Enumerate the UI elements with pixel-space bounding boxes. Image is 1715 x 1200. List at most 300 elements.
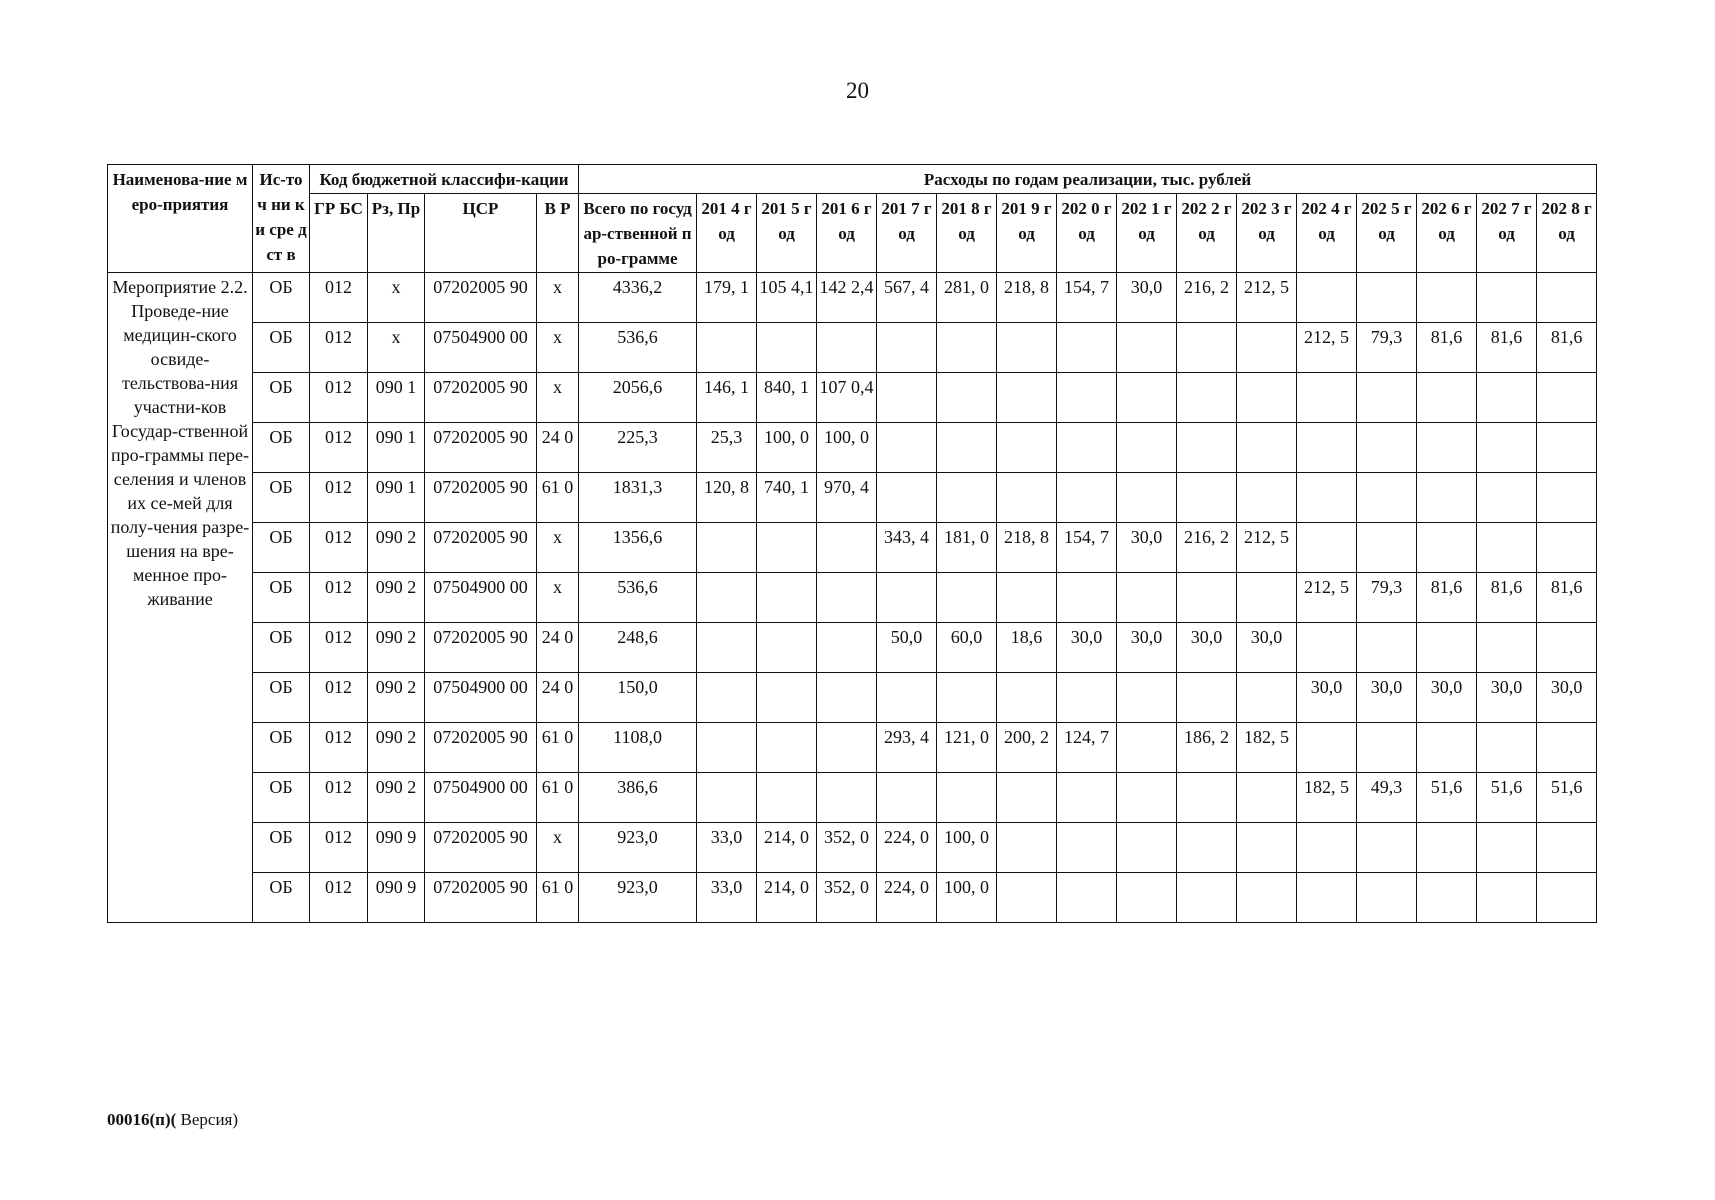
year-value-cell: 181, 0 bbox=[937, 523, 997, 573]
year-value-cell bbox=[1297, 823, 1357, 873]
csr-cell: 07202005 90 bbox=[425, 273, 537, 323]
year-value-cell: 18,6 bbox=[997, 623, 1057, 673]
header-grbs: ГР БС bbox=[310, 194, 368, 273]
year-value-cell: 352, 0 bbox=[817, 873, 877, 923]
grbs-cell: 012 bbox=[310, 823, 368, 873]
table-row bbox=[108, 823, 1597, 873]
grbs-cell: 012 bbox=[310, 573, 368, 623]
header-year: 202 0 год bbox=[1057, 194, 1117, 273]
source-cell: ОБ bbox=[253, 373, 310, 423]
header-year: 201 7 год bbox=[877, 194, 937, 273]
year-value-cell bbox=[877, 773, 937, 823]
header-year: 202 7 год bbox=[1477, 194, 1537, 273]
year-value-cell bbox=[997, 873, 1057, 923]
year-value-cell: 30,0 bbox=[1477, 673, 1537, 723]
year-value-cell: 30,0 bbox=[1297, 673, 1357, 723]
year-value-cell bbox=[1117, 723, 1177, 773]
year-value-cell bbox=[1477, 723, 1537, 773]
year-value-cell: 107 0,4 bbox=[817, 373, 877, 423]
year-value-cell: 51,6 bbox=[1477, 773, 1537, 823]
budget-table bbox=[107, 164, 1597, 923]
year-value-cell bbox=[1057, 373, 1117, 423]
vr-cell: 61 0 bbox=[537, 773, 579, 823]
year-value-cell: 25,3 bbox=[697, 423, 757, 473]
year-value-cell bbox=[997, 573, 1057, 623]
year-value-cell bbox=[937, 323, 997, 373]
year-value-cell bbox=[1057, 673, 1117, 723]
header-row-1 bbox=[108, 165, 1597, 194]
year-value-cell bbox=[1477, 873, 1537, 923]
header-csr: ЦСР bbox=[425, 194, 537, 273]
year-value-cell bbox=[1237, 423, 1297, 473]
year-value-cell bbox=[757, 573, 817, 623]
table-row bbox=[108, 723, 1597, 773]
year-value-cell: 352, 0 bbox=[817, 823, 877, 873]
csr-cell: 07202005 90 bbox=[425, 423, 537, 473]
year-value-cell: 81,6 bbox=[1537, 323, 1597, 373]
year-value-cell bbox=[697, 323, 757, 373]
year-value-cell bbox=[817, 523, 877, 573]
year-value-cell: 179, 1 bbox=[697, 273, 757, 323]
year-value-cell: 79,3 bbox=[1357, 323, 1417, 373]
total-cell: 386,6 bbox=[579, 773, 697, 823]
csr-cell: 07202005 90 bbox=[425, 473, 537, 523]
source-cell: ОБ bbox=[253, 773, 310, 823]
table-row bbox=[108, 273, 1597, 323]
year-value-cell bbox=[937, 473, 997, 523]
year-value-cell bbox=[1057, 573, 1117, 623]
header-vr: В Р bbox=[537, 194, 579, 273]
year-value-cell: 212, 5 bbox=[1237, 523, 1297, 573]
year-value-cell bbox=[757, 523, 817, 573]
budget-table-body bbox=[108, 273, 1597, 923]
year-value-cell bbox=[1237, 673, 1297, 723]
year-value-cell: 60,0 bbox=[937, 623, 997, 673]
year-value-cell: 212, 5 bbox=[1237, 273, 1297, 323]
header-year: 202 6 год bbox=[1417, 194, 1477, 273]
year-value-cell bbox=[1117, 573, 1177, 623]
year-value-cell bbox=[817, 623, 877, 673]
csr-cell: 07504900 00 bbox=[425, 773, 537, 823]
grbs-cell: 012 bbox=[310, 323, 368, 373]
year-value-cell: 30,0 bbox=[1117, 623, 1177, 673]
year-value-cell bbox=[1177, 773, 1237, 823]
year-value-cell bbox=[1417, 273, 1477, 323]
year-value-cell bbox=[1237, 373, 1297, 423]
year-value-cell bbox=[1057, 323, 1117, 373]
year-value-cell: 30,0 bbox=[1357, 673, 1417, 723]
year-value-cell: 30,0 bbox=[1117, 523, 1177, 573]
year-value-cell: 100, 0 bbox=[937, 873, 997, 923]
year-value-cell: 182, 5 bbox=[1297, 773, 1357, 823]
footer-code: 00016(п)( bbox=[107, 1110, 177, 1129]
year-value-cell bbox=[1357, 473, 1417, 523]
year-value-cell: 51,6 bbox=[1537, 773, 1597, 823]
year-value-cell: 740, 1 bbox=[757, 473, 817, 523]
year-value-cell bbox=[1237, 823, 1297, 873]
rzpr-cell: х bbox=[368, 273, 425, 323]
header-year: 202 5 год bbox=[1357, 194, 1417, 273]
year-value-cell bbox=[1237, 473, 1297, 523]
year-value-cell bbox=[697, 773, 757, 823]
source-cell: ОБ bbox=[253, 473, 310, 523]
year-value-cell bbox=[937, 373, 997, 423]
year-value-cell bbox=[1357, 823, 1417, 873]
header-year: 201 6 год bbox=[817, 194, 877, 273]
header-year: 202 2 год bbox=[1177, 194, 1237, 273]
csr-cell: 07202005 90 bbox=[425, 523, 537, 573]
source-cell: ОБ bbox=[253, 573, 310, 623]
year-value-cell: 100, 0 bbox=[817, 423, 877, 473]
year-value-cell bbox=[877, 373, 937, 423]
year-value-cell: 100, 0 bbox=[757, 423, 817, 473]
year-value-cell: 81,6 bbox=[1417, 323, 1477, 373]
year-value-cell bbox=[997, 673, 1057, 723]
year-value-cell: 567, 4 bbox=[877, 273, 937, 323]
grbs-cell: 012 bbox=[310, 373, 368, 423]
year-value-cell: 30,0 bbox=[1117, 273, 1177, 323]
csr-cell: 07202005 90 bbox=[425, 373, 537, 423]
grbs-cell: 012 bbox=[310, 723, 368, 773]
vr-cell: 61 0 bbox=[537, 723, 579, 773]
year-value-cell: 212, 5 bbox=[1297, 573, 1357, 623]
year-value-cell bbox=[1537, 873, 1597, 923]
total-cell: 150,0 bbox=[579, 673, 697, 723]
rzpr-cell: 090 1 bbox=[368, 473, 425, 523]
year-value-cell bbox=[1477, 623, 1537, 673]
year-value-cell bbox=[1057, 773, 1117, 823]
source-cell: ОБ bbox=[253, 873, 310, 923]
year-value-cell bbox=[1297, 523, 1357, 573]
year-value-cell: 81,6 bbox=[1477, 573, 1537, 623]
year-value-cell bbox=[1417, 623, 1477, 673]
table-row bbox=[108, 573, 1597, 623]
grbs-cell: 012 bbox=[310, 473, 368, 523]
year-value-cell bbox=[817, 573, 877, 623]
year-value-cell bbox=[1417, 823, 1477, 873]
year-value-cell bbox=[697, 623, 757, 673]
year-value-cell bbox=[1117, 473, 1177, 523]
year-value-cell: 146, 1 bbox=[697, 373, 757, 423]
rzpr-cell: х bbox=[368, 323, 425, 373]
year-value-cell bbox=[1177, 473, 1237, 523]
year-value-cell bbox=[1057, 823, 1117, 873]
year-value-cell bbox=[1357, 523, 1417, 573]
year-value-cell bbox=[1117, 323, 1177, 373]
year-value-cell bbox=[1417, 423, 1477, 473]
grbs-cell: 012 bbox=[310, 623, 368, 673]
year-value-cell bbox=[1297, 373, 1357, 423]
year-value-cell: 105 4,1 bbox=[757, 273, 817, 323]
table-row bbox=[108, 423, 1597, 473]
rzpr-cell: 090 1 bbox=[368, 373, 425, 423]
year-value-cell bbox=[1477, 373, 1537, 423]
year-value-cell bbox=[817, 773, 877, 823]
year-value-cell bbox=[997, 423, 1057, 473]
year-value-cell bbox=[1537, 473, 1597, 523]
year-value-cell bbox=[1177, 373, 1237, 423]
source-cell: ОБ bbox=[253, 823, 310, 873]
year-value-cell: 218, 8 bbox=[997, 523, 1057, 573]
year-value-cell: 120, 8 bbox=[697, 473, 757, 523]
year-value-cell bbox=[1357, 873, 1417, 923]
total-cell: 1356,6 bbox=[579, 523, 697, 573]
year-value-cell: 30,0 bbox=[1237, 623, 1297, 673]
vr-cell: 61 0 bbox=[537, 473, 579, 523]
year-value-cell bbox=[817, 673, 877, 723]
year-value-cell bbox=[1537, 823, 1597, 873]
total-cell: 1831,3 bbox=[579, 473, 697, 523]
year-value-cell bbox=[1297, 623, 1357, 673]
year-value-cell bbox=[1117, 423, 1177, 473]
total-cell: 4336,2 bbox=[579, 273, 697, 323]
header-year: 202 4 год bbox=[1297, 194, 1357, 273]
vr-cell: 24 0 bbox=[537, 423, 579, 473]
year-value-cell bbox=[877, 473, 937, 523]
year-value-cell bbox=[1357, 373, 1417, 423]
table-row bbox=[108, 473, 1597, 523]
year-value-cell bbox=[1297, 273, 1357, 323]
header-year: 201 9 год bbox=[997, 194, 1057, 273]
table-row bbox=[108, 873, 1597, 923]
year-value-cell bbox=[1177, 823, 1237, 873]
year-value-cell bbox=[757, 773, 817, 823]
source-cell: ОБ bbox=[253, 423, 310, 473]
activity-name-cell: Мероприятие 2.2. Проведе-ние медицин-ского освиде-тельствова-ния участни-ков Государ-ственной про-граммы пере-селения и членов их се-мей для полу-чения разре-шения на вре-менное про-живание bbox=[108, 273, 253, 923]
year-value-cell: 343, 4 bbox=[877, 523, 937, 573]
year-value-cell bbox=[997, 373, 1057, 423]
footer-version: Версия) bbox=[176, 1110, 239, 1129]
year-value-cell: 293, 4 bbox=[877, 723, 937, 773]
header-year: 202 8 год bbox=[1537, 194, 1597, 273]
grbs-cell: 012 bbox=[310, 773, 368, 823]
year-value-cell: 51,6 bbox=[1417, 773, 1477, 823]
year-value-cell bbox=[1237, 773, 1297, 823]
year-value-cell bbox=[877, 423, 937, 473]
year-value-cell bbox=[1477, 423, 1537, 473]
year-value-cell: 224, 0 bbox=[877, 873, 937, 923]
year-value-cell bbox=[1297, 423, 1357, 473]
year-value-cell bbox=[1117, 823, 1177, 873]
grbs-cell: 012 bbox=[310, 873, 368, 923]
year-value-cell: 970, 4 bbox=[817, 473, 877, 523]
page-number: 20 bbox=[846, 78, 869, 103]
year-value-cell bbox=[1117, 673, 1177, 723]
year-value-cell bbox=[697, 723, 757, 773]
year-value-cell bbox=[1297, 473, 1357, 523]
header-activity-name: Наименова-ние меро-приятия bbox=[108, 165, 253, 273]
header-row-2 bbox=[108, 194, 1597, 273]
grbs-cell: 012 bbox=[310, 423, 368, 473]
year-value-cell: 33,0 bbox=[697, 873, 757, 923]
year-value-cell: 154, 7 bbox=[1057, 523, 1117, 573]
table-row bbox=[108, 373, 1597, 423]
year-value-cell: 214, 0 bbox=[757, 823, 817, 873]
year-value-cell bbox=[1417, 473, 1477, 523]
year-value-cell: 142 2,4 bbox=[817, 273, 877, 323]
csr-cell: 07202005 90 bbox=[425, 873, 537, 923]
year-value-cell bbox=[1537, 523, 1597, 573]
total-cell: 923,0 bbox=[579, 823, 697, 873]
year-value-cell bbox=[757, 323, 817, 373]
header-year: 201 8 год bbox=[937, 194, 997, 273]
rzpr-cell: 090 2 bbox=[368, 773, 425, 823]
csr-cell: 07202005 90 bbox=[425, 823, 537, 873]
rzpr-cell: 090 2 bbox=[368, 723, 425, 773]
year-value-cell bbox=[697, 673, 757, 723]
header-source: Ис-точ ни ки сре дст в bbox=[253, 165, 310, 273]
header-budget-code: Код бюджетной классифи-кации bbox=[310, 165, 579, 194]
year-value-cell bbox=[1417, 523, 1477, 573]
table-row bbox=[108, 323, 1597, 373]
header-year: 202 1 год bbox=[1117, 194, 1177, 273]
year-value-cell bbox=[877, 323, 937, 373]
rzpr-cell: 090 2 bbox=[368, 623, 425, 673]
year-value-cell bbox=[1237, 873, 1297, 923]
vr-cell: х bbox=[537, 373, 579, 423]
year-value-cell bbox=[1477, 273, 1537, 323]
year-value-cell: 200, 2 bbox=[997, 723, 1057, 773]
year-value-cell bbox=[1357, 623, 1417, 673]
table-row bbox=[108, 523, 1597, 573]
total-cell: 248,6 bbox=[579, 623, 697, 673]
header-total: Всего по государ-ственной про-грамме bbox=[579, 194, 697, 273]
vr-cell: х bbox=[537, 323, 579, 373]
year-value-cell bbox=[1177, 873, 1237, 923]
year-value-cell: 218, 8 bbox=[997, 273, 1057, 323]
header-expenses: Расходы по годам реализации, тыс. рублей bbox=[579, 165, 1597, 194]
vr-cell: 24 0 bbox=[537, 673, 579, 723]
year-value-cell: 33,0 bbox=[697, 823, 757, 873]
year-value-cell bbox=[997, 473, 1057, 523]
year-value-cell: 30,0 bbox=[1177, 623, 1237, 673]
header-year: 202 3 год bbox=[1237, 194, 1297, 273]
year-value-cell: 81,6 bbox=[1477, 323, 1537, 373]
rzpr-cell: 090 9 bbox=[368, 873, 425, 923]
year-value-cell: 121, 0 bbox=[937, 723, 997, 773]
year-value-cell bbox=[937, 573, 997, 623]
year-value-cell bbox=[1057, 473, 1117, 523]
vr-cell: 24 0 bbox=[537, 623, 579, 673]
year-value-cell bbox=[1417, 873, 1477, 923]
year-value-cell bbox=[1237, 323, 1297, 373]
vr-cell: х bbox=[537, 823, 579, 873]
year-value-cell bbox=[1357, 723, 1417, 773]
year-value-cell bbox=[997, 773, 1057, 823]
source-cell: ОБ bbox=[253, 623, 310, 673]
year-value-cell bbox=[817, 723, 877, 773]
year-value-cell bbox=[1357, 423, 1417, 473]
table-row bbox=[108, 773, 1597, 823]
year-value-cell bbox=[997, 823, 1057, 873]
year-value-cell bbox=[1477, 823, 1537, 873]
year-value-cell bbox=[1117, 373, 1177, 423]
csr-cell: 07504900 00 bbox=[425, 573, 537, 623]
year-value-cell: 79,3 bbox=[1357, 573, 1417, 623]
year-value-cell: 182, 5 bbox=[1237, 723, 1297, 773]
year-value-cell bbox=[1477, 473, 1537, 523]
year-value-cell bbox=[1537, 273, 1597, 323]
vr-cell: х bbox=[537, 573, 579, 623]
source-cell: ОБ bbox=[253, 273, 310, 323]
year-value-cell: 216, 2 bbox=[1177, 523, 1237, 573]
year-value-cell: 50,0 bbox=[877, 623, 937, 673]
csr-cell: 07202005 90 bbox=[425, 723, 537, 773]
vr-cell: х bbox=[537, 273, 579, 323]
year-value-cell: 216, 2 bbox=[1177, 273, 1237, 323]
year-value-cell bbox=[997, 323, 1057, 373]
year-value-cell: 154, 7 bbox=[1057, 273, 1117, 323]
header-year: 201 4 год bbox=[697, 194, 757, 273]
header-rzpr: Рз, Пр bbox=[368, 194, 425, 273]
year-value-cell bbox=[1537, 623, 1597, 673]
year-value-cell: 100, 0 bbox=[937, 823, 997, 873]
grbs-cell: 012 bbox=[310, 673, 368, 723]
table-row bbox=[108, 673, 1597, 723]
source-cell: ОБ bbox=[253, 323, 310, 373]
year-value-cell bbox=[1117, 873, 1177, 923]
year-value-cell: 30,0 bbox=[1417, 673, 1477, 723]
table-row bbox=[108, 623, 1597, 673]
year-value-cell bbox=[1177, 673, 1237, 723]
year-value-cell bbox=[937, 673, 997, 723]
year-value-cell bbox=[1477, 523, 1537, 573]
year-value-cell bbox=[937, 423, 997, 473]
year-value-cell: 224, 0 bbox=[877, 823, 937, 873]
vr-cell: 61 0 bbox=[537, 873, 579, 923]
year-value-cell bbox=[817, 323, 877, 373]
year-value-cell bbox=[877, 573, 937, 623]
year-value-cell bbox=[1417, 723, 1477, 773]
rzpr-cell: 090 1 bbox=[368, 423, 425, 473]
year-value-cell bbox=[1297, 723, 1357, 773]
year-value-cell: 212, 5 bbox=[1297, 323, 1357, 373]
year-value-cell: 214, 0 bbox=[757, 873, 817, 923]
year-value-cell bbox=[757, 723, 817, 773]
grbs-cell: 012 bbox=[310, 523, 368, 573]
year-value-cell bbox=[1117, 773, 1177, 823]
year-value-cell: 49,3 bbox=[1357, 773, 1417, 823]
rzpr-cell: 090 2 bbox=[368, 523, 425, 573]
csr-cell: 07504900 00 bbox=[425, 673, 537, 723]
rzpr-cell: 090 2 bbox=[368, 573, 425, 623]
source-cell: ОБ bbox=[253, 673, 310, 723]
year-value-cell bbox=[757, 673, 817, 723]
year-value-cell: 81,6 bbox=[1417, 573, 1477, 623]
year-value-cell bbox=[1057, 873, 1117, 923]
rzpr-cell: 090 9 bbox=[368, 823, 425, 873]
total-cell: 2056,6 bbox=[579, 373, 697, 423]
year-value-cell bbox=[1537, 373, 1597, 423]
year-value-cell: 81,6 bbox=[1537, 573, 1597, 623]
total-cell: 1108,0 bbox=[579, 723, 697, 773]
year-value-cell: 30,0 bbox=[1057, 623, 1117, 673]
total-cell: 923,0 bbox=[579, 873, 697, 923]
year-value-cell: 30,0 bbox=[1537, 673, 1597, 723]
vr-cell: х bbox=[537, 523, 579, 573]
source-cell: ОБ bbox=[253, 723, 310, 773]
total-cell: 225,3 bbox=[579, 423, 697, 473]
year-value-cell bbox=[1237, 573, 1297, 623]
year-value-cell: 124, 7 bbox=[1057, 723, 1117, 773]
year-value-cell bbox=[697, 523, 757, 573]
year-value-cell bbox=[1057, 423, 1117, 473]
document-footer bbox=[107, 1110, 238, 1130]
year-value-cell bbox=[1537, 723, 1597, 773]
rzpr-cell: 090 2 bbox=[368, 673, 425, 723]
year-value-cell: 840, 1 bbox=[757, 373, 817, 423]
grbs-cell: 012 bbox=[310, 273, 368, 323]
